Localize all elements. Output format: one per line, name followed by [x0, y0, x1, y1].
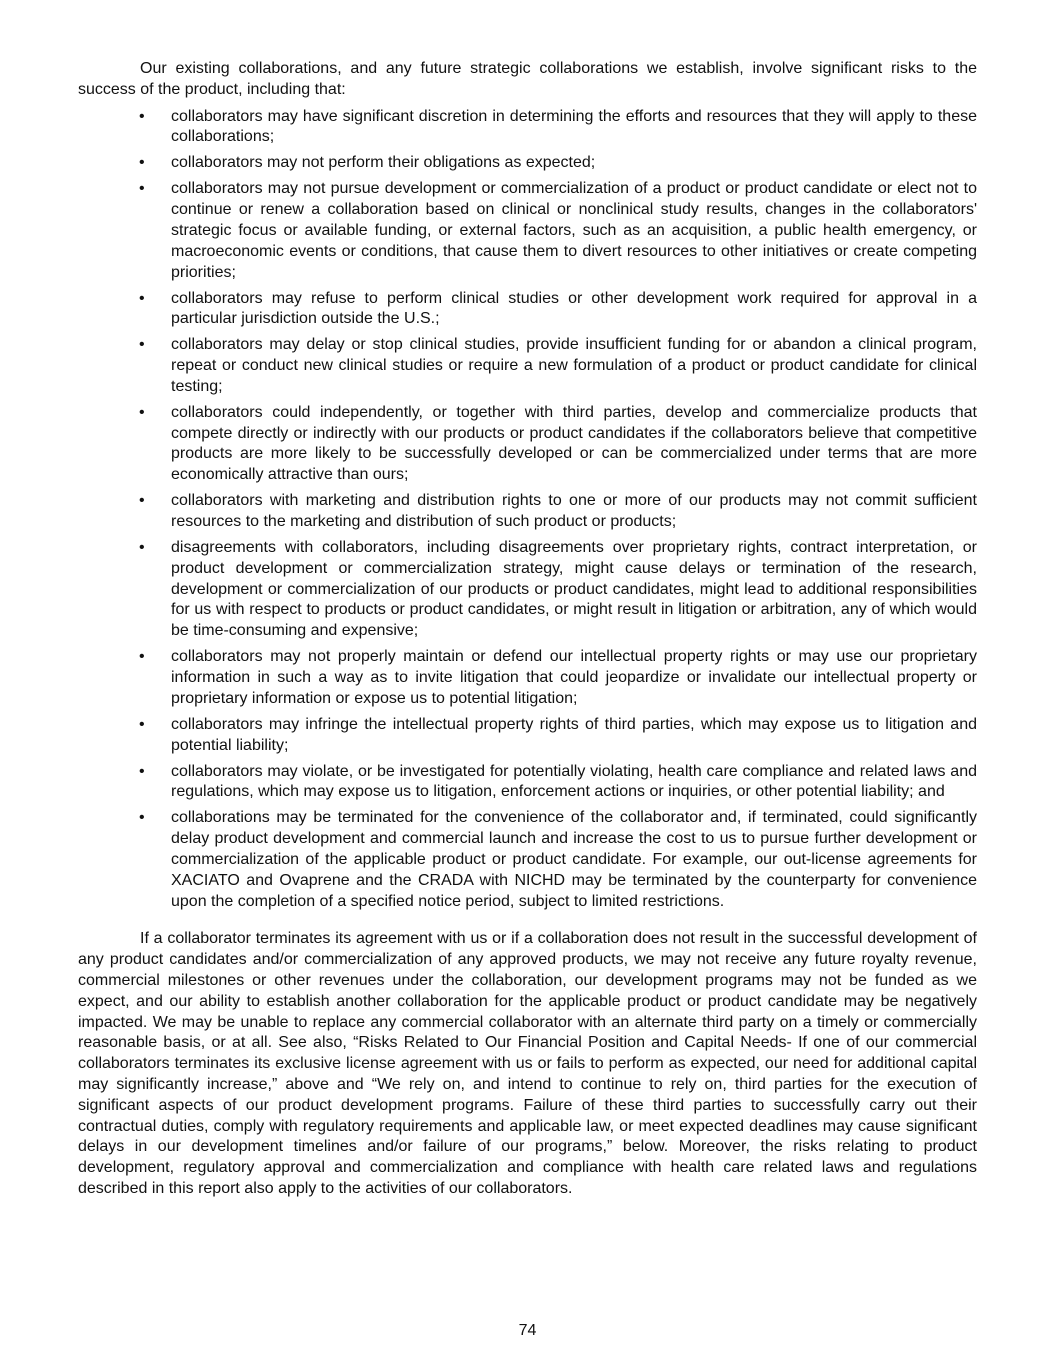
bullet-icon: • — [139, 715, 145, 733]
list-item — [78, 762, 977, 804]
list-item-text: collaborators may infringe the intellectual property rights of third parties, which may expose us to litigation and potential liability; — [171, 715, 977, 754]
document-body — [78, 59, 977, 1200]
bullet-icon: • — [139, 403, 145, 421]
list-item — [78, 335, 977, 397]
list-item-text: collaborators may refuse to perform clinical studies or other development work required for approval in a particular jurisdiction outside the U.S.; — [171, 289, 977, 328]
bullet-icon: • — [139, 809, 145, 827]
bullet-icon: • — [139, 648, 145, 666]
bullet-icon: • — [139, 107, 145, 125]
list-item — [78, 403, 977, 486]
closing-paragraph: If a collaborator terminates its agreement with us or if a collaboration does not result in the successful development of any product candidates and/or commercialization of any approved products, we may not receive any future royalty revenue, commercial milestones or other revenues under the collaboration, our development programs may not be funded as we expect, and our ability to establish another collaboration for the applicable product or product candidate may be negatively impacted. We may be unable to replace any commercial collaborator with an alternate third party on a timely or commercially reasonable basis, or at all. See also, “Risks Related to Our Financial Position and Capital Needs- If one of our commercial collaborators terminates its exclusive license agreement with us or fails to perform as expected, our need for additional capital may significantly increase,” above and “We rely on, and intend to continue to rely on, third parties for the execution of significant aspects of our product development programs. Failure of these third parties to successfully carry out their contractual duties, comply with regulatory requirements and applicable law, or meet expected deadlines may cause significant delays in our development timelines and/or failure of our programs,” below. Moreover, the risks relating to product development, regulatory approval and commercialization and compliance with health care related laws and regulations described in this report also apply to the activities of our collaborators. — [78, 930, 977, 1197]
bullet-icon: • — [139, 762, 145, 780]
list-item-text: collaborators may not pursue development or commercialization of a product or product candidate or elect not to continue or renew a collaboration based on clinical or nonclinical study results, changes in the collaborators' strategic focus or available funding, or external factors, such as an acquisition, a public health emergency, or macroeconomic events or conditions, that cause them to divert resources to other initiatives or create competing priorities; — [171, 180, 977, 281]
list-item — [78, 153, 977, 174]
list-item-text: collaborators may have significant discretion in determining the efforts and resources that they will apply to these collaborations; — [171, 107, 977, 146]
list-item — [78, 715, 977, 757]
risk-list — [78, 107, 977, 913]
bullet-icon: • — [139, 289, 145, 307]
list-item-text: collaborators may delay or stop clinical studies, provide insufficient funding for or abandon a clinical program, repeat or conduct new clinical studies or require a new formulation of a product or product candidate for clinical testing; — [171, 336, 977, 395]
bullet-icon: • — [139, 336, 145, 354]
bullet-icon: • — [139, 492, 145, 510]
list-item-text: collaborators could independently, or together with third parties, develop and commercialize products that compete directly or indirectly with our products or product candidates if the collaborators believe that competitive products are more likely to be successfully developed or can be commercialized under terms that are more economically attractive than ours; — [171, 403, 977, 484]
list-item-text: collaborators may violate, or be investigated for potentially violating, health care compliance and related laws and regulations, which may expose us to litigation, enforcement actions or inquiries, or other potential liability; and — [171, 762, 977, 801]
page-number: 74 — [518, 1322, 537, 1339]
intro-paragraph: Our existing collaborations, and any future strategic collaborations we establish, involve significant risks to the success of the product, including that: — [78, 60, 977, 98]
bullet-icon: • — [139, 539, 145, 557]
list-item-text: collaborators with marketing and distribution rights to one or more of our products may not commit sufficient resources to the marketing and distribution of such product or products; — [171, 492, 977, 531]
list-item — [78, 179, 977, 283]
list-item-text: collaborations may be terminated for the convenience of the collaborator and, if terminated, could significantly delay product development and commercial launch and increase the cost to us to pursue further development or commercialization of the applicable product or product candidate. For example, our out-license agreements for XACIATO and Ovaprene and the CRADA with NICHD may be terminated by the counterparty for convenience upon the completion of a specified notice period, subject to limited restrictions. — [171, 809, 977, 910]
bullet-icon: • — [139, 180, 145, 198]
list-item — [78, 107, 977, 149]
list-item-text: disagreements with collaborators, including disagreements over proprietary rights, contract interpretation, or product development or commercialization strategy, might cause delays or termination of the research, development or commercialization of our products or product candidates, might lead to additional responsibilities for us with respect to products or product candidates, or might result in litigation or arbitration, any of which would be time-consuming and expensive; — [171, 539, 977, 640]
list-item — [78, 538, 977, 642]
list-item — [78, 491, 977, 533]
list-item — [78, 808, 977, 912]
list-item — [78, 647, 977, 709]
list-item-text: collaborators may not perform their obligations as expected; — [171, 154, 596, 172]
list-item-text: collaborators may not properly maintain or defend our intellectual property rights or may use our proprietary information in such a way as to invite litigation that could jeopardize or invalidate our intellectual property or proprietary information or expose us to potential litigation; — [171, 648, 977, 707]
bullet-icon: • — [139, 154, 145, 172]
list-item — [78, 289, 977, 331]
